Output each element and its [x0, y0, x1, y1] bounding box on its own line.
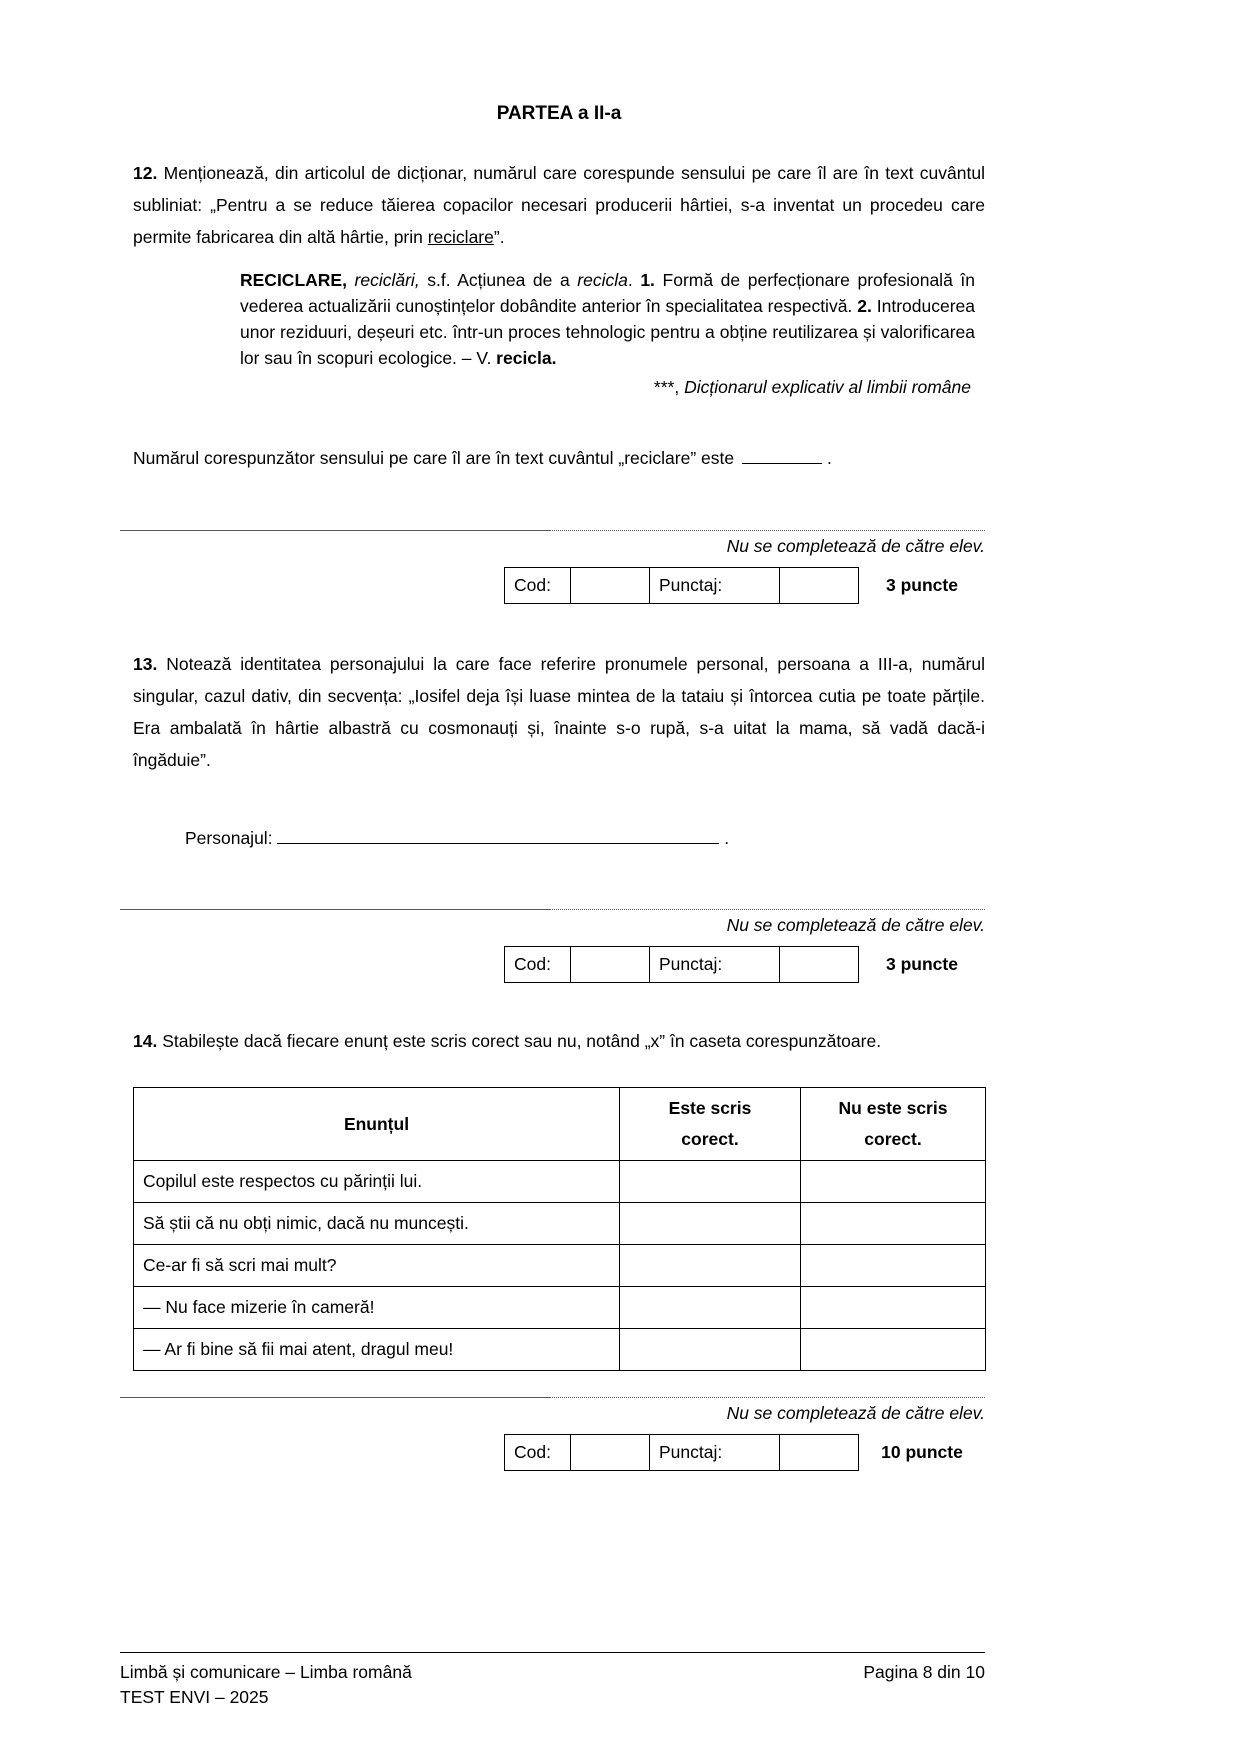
punctaj-label: Punctaj: [649, 567, 780, 604]
teacher-section-divider [120, 1397, 985, 1398]
table-header-incorrect [801, 1088, 986, 1161]
table-row [134, 1203, 986, 1245]
answer-cell-correct[interactable] [620, 1203, 801, 1245]
grading-box-q14 [133, 1434, 985, 1471]
grading-box-q13 [133, 946, 985, 983]
dict-recicla-italic: recicla [577, 270, 628, 290]
question-14-text [133, 1025, 985, 1057]
dictionary-source [133, 374, 971, 400]
dict-sense2: Introducerea unor reziduuri, deșeuri etc. într-un proces tehnologic pentru a obține reutilizarea și valorificarea lor sau în scopuri ecologice. – V. [240, 296, 976, 368]
table-header-correct-line1: Este scris [668, 1098, 752, 1118]
answer-cell-correct[interactable] [620, 1161, 801, 1203]
question-12-answer-suffix: . [822, 448, 832, 468]
table-header-incorrect-line2: corect. [864, 1129, 922, 1149]
dict-headword: RECICLARE, [240, 270, 347, 290]
grading-box-q12 [133, 567, 985, 604]
table-header-correct [620, 1088, 801, 1161]
question-13-answer-blank[interactable] [277, 825, 719, 844]
divider-solid-segment [120, 909, 550, 910]
answer-cell-correct[interactable] [620, 1329, 801, 1371]
question-12-underlined-word: reciclare [427, 227, 494, 247]
question-12-outro: ”. [493, 227, 505, 247]
footer-page-number: Pagina 8 din 10 [863, 1662, 985, 1682]
table-row [134, 1161, 986, 1203]
teacher-only-note: Nu se completează de către elev. [726, 1403, 985, 1423]
points-label-q13: 3 puncte [886, 954, 958, 974]
question-13-number: 13. [133, 654, 158, 674]
table-row [134, 1287, 986, 1329]
cod-input-box[interactable] [570, 567, 650, 604]
question-13-text [133, 648, 985, 776]
answer-cell-incorrect[interactable] [801, 1287, 986, 1329]
footer-left [120, 1660, 412, 1710]
question-13-answer-suffix: . [719, 828, 730, 848]
cod-input-box[interactable] [570, 946, 650, 983]
teacher-only-note: Nu se completează de către elev. [726, 915, 985, 935]
dict-source-title: Dicționarul explicativ al limbii române [684, 377, 971, 397]
footer-course-title: Limbă și comunicare – Limba română [120, 1662, 412, 1682]
question-13-body: Notează identitatea personajului la care face referire pronumele personal, persoana a III-a, numărul singular, cazul dativ, din secvența: „Iosifel deja își luase mintea de la tataiu și întorcea cutia pe toate părțile. Era ambalată în hârtie albastră cu cosmonauți și, înainte s-o rupă, s-a uitat la mama, să vadă dacă-i îngăduie”. [133, 654, 985, 770]
points-label-q14: 10 puncte [881, 1442, 963, 1462]
question-13-answer-label: Personajul: [185, 828, 278, 848]
question-14-body: Stabilește dacă fiecare enunț este scris corect sau nu, notând „x” în caseta corespunzătoare. [157, 1031, 882, 1051]
punctaj-input-box[interactable] [779, 1434, 859, 1471]
divider-dotted-segment [550, 1397, 985, 1398]
dict-part2: . [627, 270, 641, 290]
divider-dotted-segment [550, 909, 985, 910]
cod-input-box[interactable] [570, 1434, 650, 1471]
dictionary-entry [240, 267, 975, 371]
dict-plural: reciclări, [346, 270, 420, 290]
page-title: PARTEA a II-a [496, 103, 622, 124]
statement-cell: Ce-ar fi să scri mai mult? [134, 1245, 620, 1287]
statement-cell: Să știi că nu obți nimic, dacă nu muncești. [134, 1203, 620, 1245]
teacher-section-divider [120, 909, 985, 910]
statement-cell: — Ar fi bine să fii mai atent, dragul meu! [134, 1329, 620, 1371]
dict-sense2-number: 2. [857, 296, 872, 316]
question-14-number: 14. [133, 1031, 158, 1051]
dict-source-prefix: ***, [653, 377, 685, 397]
divider-dotted-segment [550, 530, 985, 531]
cod-label: Cod: [504, 1434, 571, 1471]
question-14-table [133, 1087, 986, 1371]
dict-part1: s.f. Acțiunea de a [419, 270, 578, 290]
table-header-incorrect-line1: Nu este scris [838, 1098, 948, 1118]
table-header-correct-line2: corect. [681, 1129, 739, 1149]
teacher-section-divider [120, 530, 985, 531]
question-12-answer-blank[interactable] [742, 445, 822, 464]
table-header-enunt: Enunțul [134, 1088, 620, 1161]
table-row [134, 1329, 986, 1371]
statement-cell: Copilul este respectos cu părinții lui. [134, 1161, 620, 1203]
divider-solid-segment [120, 530, 550, 531]
question-12-answer-prefix: Numărul corespunzător sensului pe care îl are în text cuvântul „reciclare” este [133, 448, 735, 468]
table-header-row [134, 1088, 986, 1161]
table-row [134, 1245, 986, 1287]
answer-cell-incorrect[interactable] [801, 1329, 986, 1371]
question-12-text [133, 157, 985, 253]
page-footer [120, 1652, 985, 1710]
dict-sense1-number: 1. [640, 270, 655, 290]
punctaj-input-box[interactable] [779, 946, 859, 983]
question-12-number: 12. [133, 163, 158, 183]
punctaj-label: Punctaj: [649, 946, 780, 983]
points-label-q12: 3 puncte [886, 575, 958, 595]
answer-cell-correct[interactable] [620, 1245, 801, 1287]
dict-see-also: recicla. [496, 348, 557, 368]
answer-cell-correct[interactable] [620, 1287, 801, 1329]
divider-solid-segment [120, 1397, 550, 1398]
grading-table [504, 946, 859, 983]
grading-table [504, 1434, 859, 1471]
answer-cell-incorrect[interactable] [801, 1245, 986, 1287]
dict-sense1: Formă de perfecționare profesională în vederea actualizării cunoștințelor dobândite anterior în specialitatea respectivă. [240, 270, 975, 316]
cod-label: Cod: [504, 567, 571, 604]
teacher-only-note: Nu se completează de către elev. [726, 536, 985, 556]
statement-cell: — Nu face mizerie în cameră! [134, 1287, 620, 1329]
punctaj-label: Punctaj: [649, 1434, 780, 1471]
answer-cell-incorrect[interactable] [801, 1161, 986, 1203]
question-13-answer-line [185, 822, 985, 854]
punctaj-input-box[interactable] [779, 567, 859, 604]
footer-test-name: TEST ENVI – 2025 [120, 1687, 269, 1707]
question-12-answer-line [133, 442, 985, 474]
cod-label: Cod: [504, 946, 571, 983]
answer-cell-incorrect[interactable] [801, 1203, 986, 1245]
question-12-intro: Menționează, din articolul de dicționar, numărul care corespunde sensului pe care îl are în text cuvântul subliniat: „Pentru a se reduce tăierea copacilor necesari producerii hârtiei, s-a inventat un procedeu care permite fabricarea din altă hârtie, prin [133, 163, 985, 247]
grading-table [504, 567, 859, 604]
